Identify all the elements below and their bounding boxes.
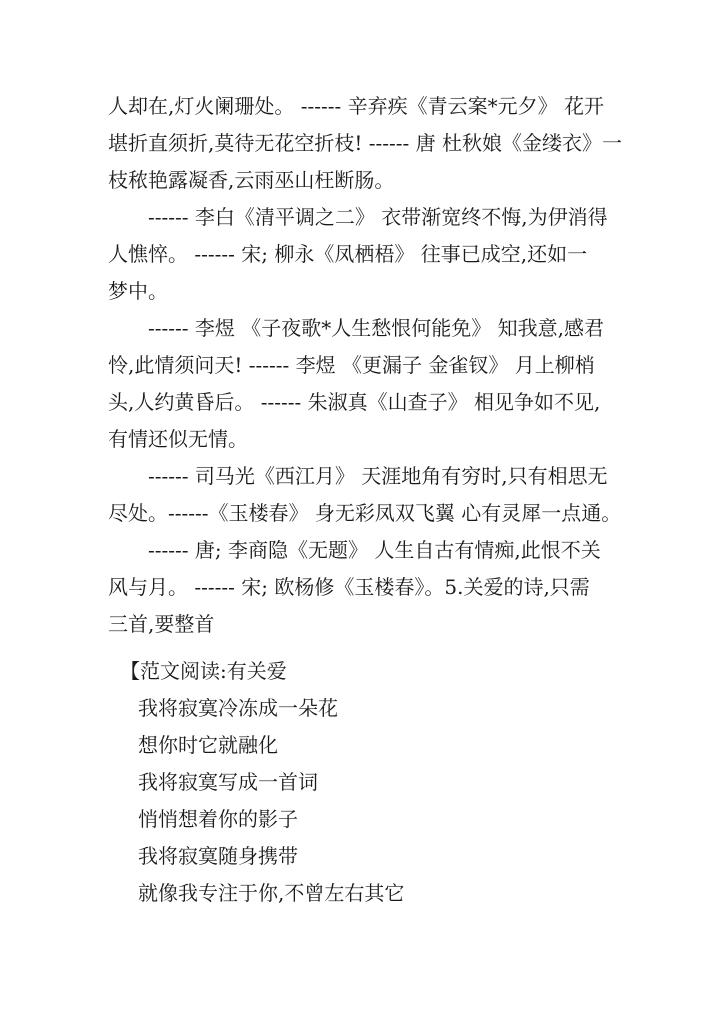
text-line: 风与月。 ------ 宋; 欧杨修《玉楼春》。5.关爱的诗,只需 xyxy=(108,575,590,599)
text-line: 堪折直须折,莫待无花空折枝! ------ 唐 杜秋娘《金缕衣》一 xyxy=(108,131,623,155)
poem-line: 悄悄想着你的影子 xyxy=(138,807,298,831)
text-line: 有情还似无情。 xyxy=(108,427,248,451)
poem-line: 我将寂寞写成一首词 xyxy=(138,770,318,794)
quotes-section xyxy=(108,88,623,643)
text-line: 三首,要整首 xyxy=(108,612,215,636)
text-line: 人憔悴。 ------ 宋; 柳永《凤栖梧》 往事已成空,还如一 xyxy=(108,242,588,266)
text-line: 尽处。------《玉楼春》 身无彩凤双飞翼 心有灵犀一点通。 xyxy=(108,501,622,525)
poem-line: 就像我专注于你,不曾左右其它 xyxy=(138,881,405,905)
poem-line: 我将寂寞冷冻成一朵花 xyxy=(138,696,338,720)
poem-line: 我将寂寞随身携带 xyxy=(138,844,298,868)
paragraph-3 xyxy=(108,310,618,458)
paragraph-1 xyxy=(108,88,623,199)
text-line: ------ 李煜 《子夜歌*人生愁恨何能免》 知我意,感君 xyxy=(148,316,604,340)
paragraph-5 xyxy=(108,532,618,643)
text-line: 怜,此情须问天! ------ 李煜 《更漏子 金雀钗》 月上柳梢 xyxy=(108,353,595,377)
poem-line: 想你时它就融化 xyxy=(138,733,278,757)
text-line: 头,人约黄昏后。 ------ 朱淑真《山查子》 相见争如不见, xyxy=(108,390,601,414)
text-line: 梦中。 xyxy=(108,279,168,303)
text-line: 枝秾艳露凝香,云雨巫山枉断肠。 xyxy=(108,168,395,192)
paragraph-4 xyxy=(108,458,622,532)
text-line: ------ 司马光《西江月》 天涯地角有穷时,只有相思无 xyxy=(148,464,608,488)
poem-heading: 【范文阅读:有关爱 xyxy=(120,659,287,683)
paragraph-2 xyxy=(108,199,618,310)
text-line: 人却在,灯火阑珊处。 ------ 辛弃疾《青云案*元夕》 花开 xyxy=(108,94,604,118)
text-line: ------ 李白《清平调之二》 衣带渐宽终不悔,为伊消得 xyxy=(148,205,608,229)
text-line: ------ 唐; 李商隐《无题》 人生自古有情痴,此恨不关 xyxy=(148,538,601,562)
poem-section xyxy=(108,653,618,912)
